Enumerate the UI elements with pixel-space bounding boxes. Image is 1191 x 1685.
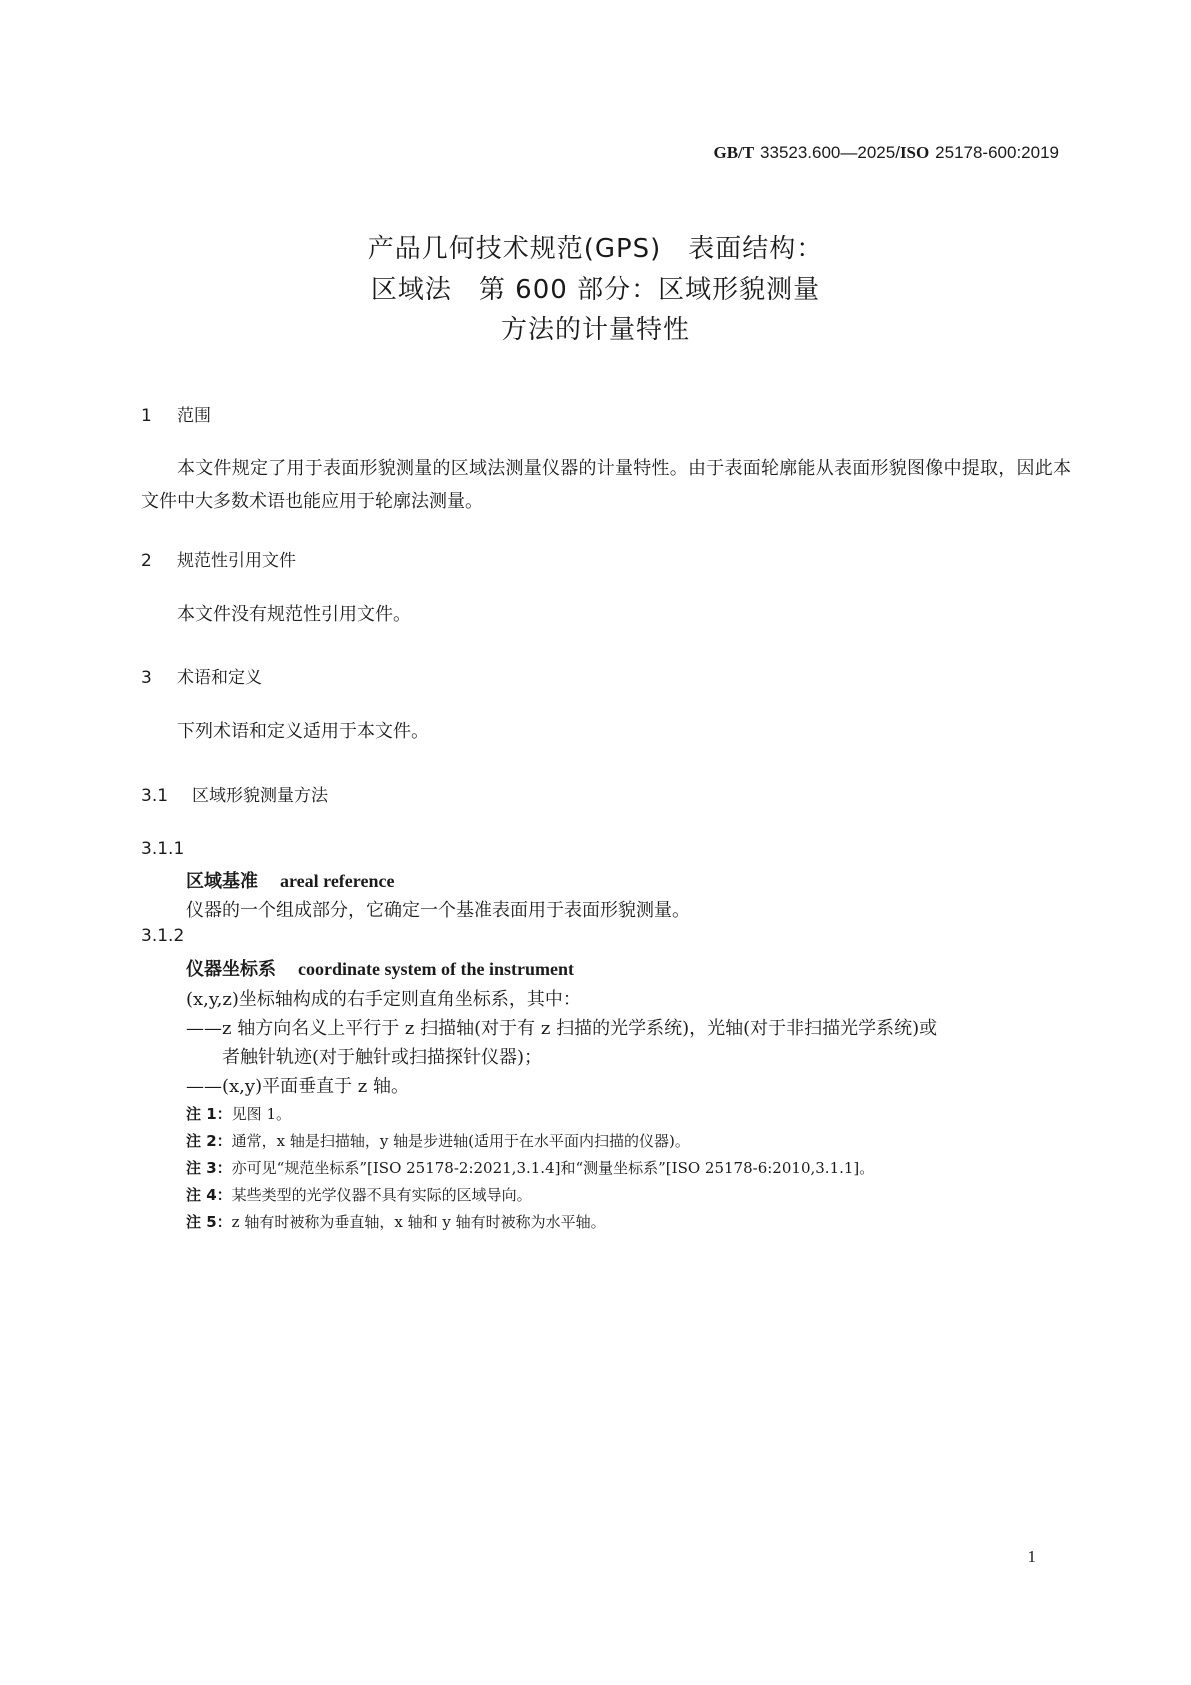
document-identifier [713,143,1059,163]
section-1-paragraph: 本文件规定了用于表面形貌测量的区域法测量仪器的计量特性。由于表面轮廓能从表面形貌图像中提取，因此本文件中大多数术语也能应用于轮廓法测量。 [141,458,1071,512]
page-number: 1 [1027,1547,1036,1566]
section-number: 1 [141,406,152,426]
section-3-1-heading [141,781,328,806]
note-label: 注 2： [186,1132,232,1150]
title-line-3: 方法的计量特性 [500,315,690,345]
title-line-2: 区域法 第 600 部分：区域形貌测量 [370,275,821,305]
term-chinese: 区域基准 [186,871,258,892]
note-text: 亦可见“规范坐标系”[ISO 25178-2:2021,3.1.4]和“测量坐标系”[ISO 25178-6:2010,3.1.1]。 [231,1159,875,1177]
term-english: coordinate system of the instrument [298,959,574,979]
section-1-heading [141,401,211,426]
section-2-paragraph: 本文件没有规范性引用文件。 [177,604,411,625]
section-title: 区域形貌测量方法 [192,786,328,806]
section-3-1-1-number: 3.1.1 [141,839,185,859]
term-3-1-2 [186,955,574,981]
section-title: 术语和定义 [177,668,262,688]
doc-id-iso-number: 25178-600:2019 [935,143,1059,162]
doc-id-standard: GB/T [713,143,755,162]
term-english: areal reference [280,871,395,891]
note-label: 注 3： [186,1159,232,1177]
note-label: 注 5： [186,1213,232,1231]
note-text: z 轴有时被称为垂直轴，x 轴和 y 轴有时被称为水平轴。 [231,1213,606,1231]
definition-list-item-continuation: 者触针轨迹(对于触针或扫描探针仪器)； [222,1047,543,1068]
note-2 [186,1130,690,1151]
section-3-1-2-number: 3.1.2 [141,926,185,946]
note-text: 见图 1。 [231,1105,291,1123]
section-3-paragraph: 下列术语和定义适用于本文件。 [177,721,429,742]
title-line-1: 产品几何技术规范(GPS) 表面结构： [367,234,824,264]
section-number: 3.1 [141,786,169,806]
note-text: 通常，x 轴是扫描轴，y 轴是步进轴(适用于在水平面内扫描的仪器)。 [231,1132,690,1150]
note-text: 某些类型的光学仪器不具有实际的区域导向。 [231,1186,532,1204]
note-5 [186,1211,606,1232]
section-title: 规范性引用文件 [177,551,296,571]
section-number: 3 [141,668,152,688]
term-3-1-1 [186,867,394,893]
section-title: 范围 [177,406,211,426]
note-label: 注 4： [186,1186,232,1204]
term-3-1-2-definition: (x,y,z)坐标轴构成的右手定则直角坐标系，其中： [186,989,581,1010]
definition-list-item: ——(x,y)平面垂直于 z 轴。 [186,1076,410,1097]
doc-id-number: 33523.600—2025/ [760,143,900,162]
note-4 [186,1184,532,1205]
definition-list-item: ——z 轴方向名义上平行于 z 扫描轴(对于有 z 扫描的光学系统)，光轴(对于非扫描光学系统)或 [186,1018,938,1039]
term-chinese: 仪器坐标系 [186,959,276,980]
note-3 [186,1157,874,1178]
section-2-heading [141,546,296,571]
note-label: 注 1： [186,1105,232,1123]
doc-id-iso: ISO [899,143,930,162]
section-number: 2 [141,551,152,571]
section-3-heading [141,663,262,688]
note-1 [186,1103,291,1124]
term-3-1-1-definition: 仪器的一个组成部分，它确定一个基准表面用于表面形貌测量。 [186,900,690,921]
